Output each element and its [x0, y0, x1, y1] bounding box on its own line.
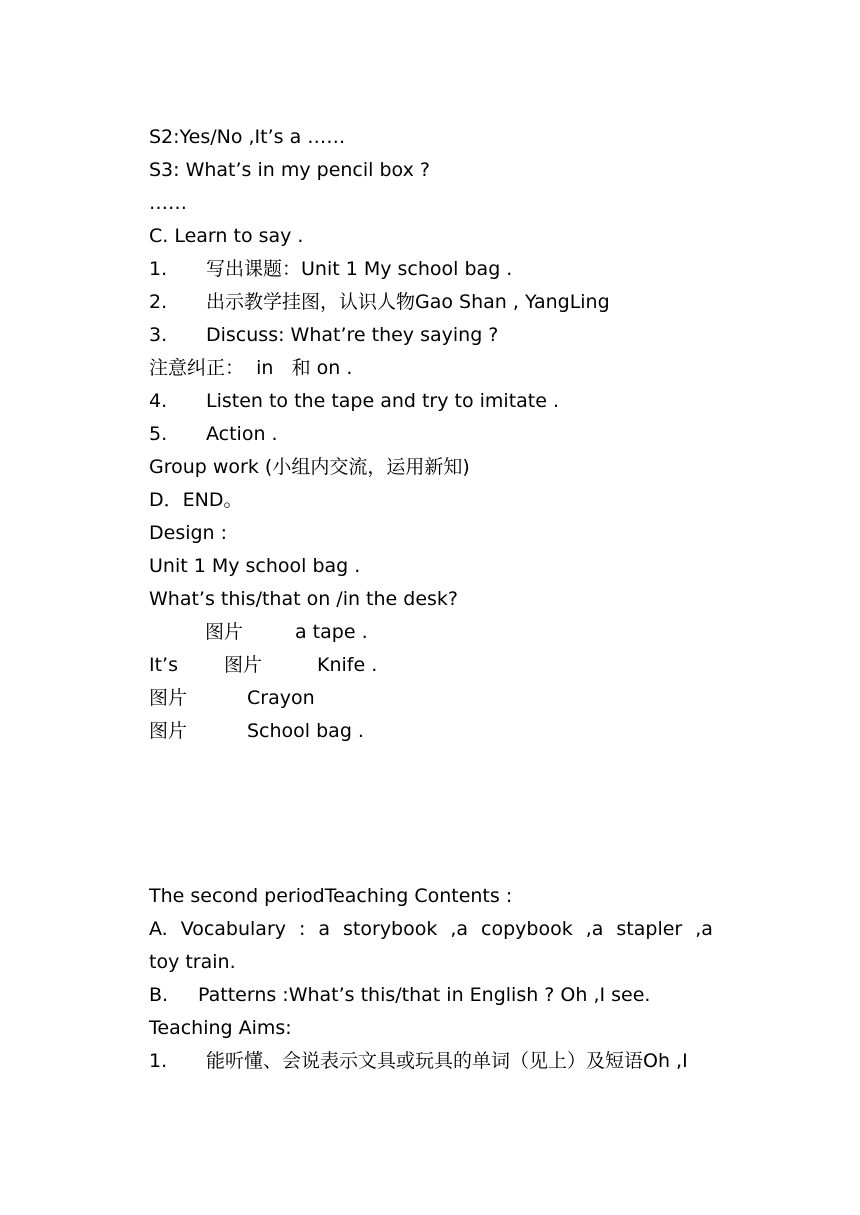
document-page: S2:Yes/No ,It’s a …… S3: What’s in my pencil box ? …… C. Learn to say . 1. 写出课题：Unit 1 My school bag . 2. 出示教学挂图，认识人物Gao Shan , YangLing 3. Discuss: What’re they saying ? 注意纠正： in 和 on . 4. Listen to the tape and try to imitate . 5. Action . Group work (小组内交流，运用新知) D．END。 Design : Unit 1 My school bag . What’s this/that on /in the desk? 图片 a tape . It’s 图片 Knife . 图片 Crayon 图片 School bag . The second periodTeaching Contents : A. Vocabulary : a storybook ,a copybook ,a stapler ,a toy train. B. Patterns :What’s this/that in English ? Oh ,I see. Teaching Aims: 1. 能听懂、会说表示文具或玩具的单词（见上）及短语Oh ,I	[0, 0, 860, 1215]
text-line: toy train.	[149, 951, 236, 973]
list-item: B. Patterns :What’s this/that in English ? Oh ,I see.	[149, 984, 651, 1006]
text-line: ……	[149, 192, 187, 214]
section-heading: D．END。	[149, 489, 243, 511]
section-heading: C. Learn to say .	[149, 225, 304, 247]
text-line: S2:Yes/No ,It’s a ……	[149, 126, 346, 148]
text-line: What’s this/that on /in the desk?	[149, 588, 459, 610]
list-item: 5. Action .	[149, 423, 278, 445]
text-line: Group work (小组内交流，运用新知)	[149, 456, 470, 478]
section-heading: The second periodTeaching Contents :	[149, 885, 513, 907]
text-line: Design :	[149, 522, 228, 544]
list-item: 4. Listen to the tape and try to imitate .	[149, 390, 560, 412]
text-line: Unit 1 My school bag .	[149, 555, 361, 577]
list-item: 2. 出示教学挂图，认识人物Gao Shan , YangLing	[149, 291, 610, 313]
list-item: A. Vocabulary : a storybook ,a copybook ,a stapler ,a	[149, 918, 713, 940]
list-item: 1. 能听懂、会说表示文具或玩具的单词（见上）及短语Oh ,I	[149, 1050, 688, 1072]
list-item: 3. Discuss: What’re they saying ?	[149, 324, 499, 346]
list-item: 1. 写出课题：Unit 1 My school bag .	[149, 258, 513, 280]
text-line: 注意纠正： in 和 on .	[149, 357, 353, 379]
section-heading: Teaching Aims:	[149, 1017, 292, 1039]
text-line: S3: What’s in my pencil box ?	[149, 159, 430, 181]
